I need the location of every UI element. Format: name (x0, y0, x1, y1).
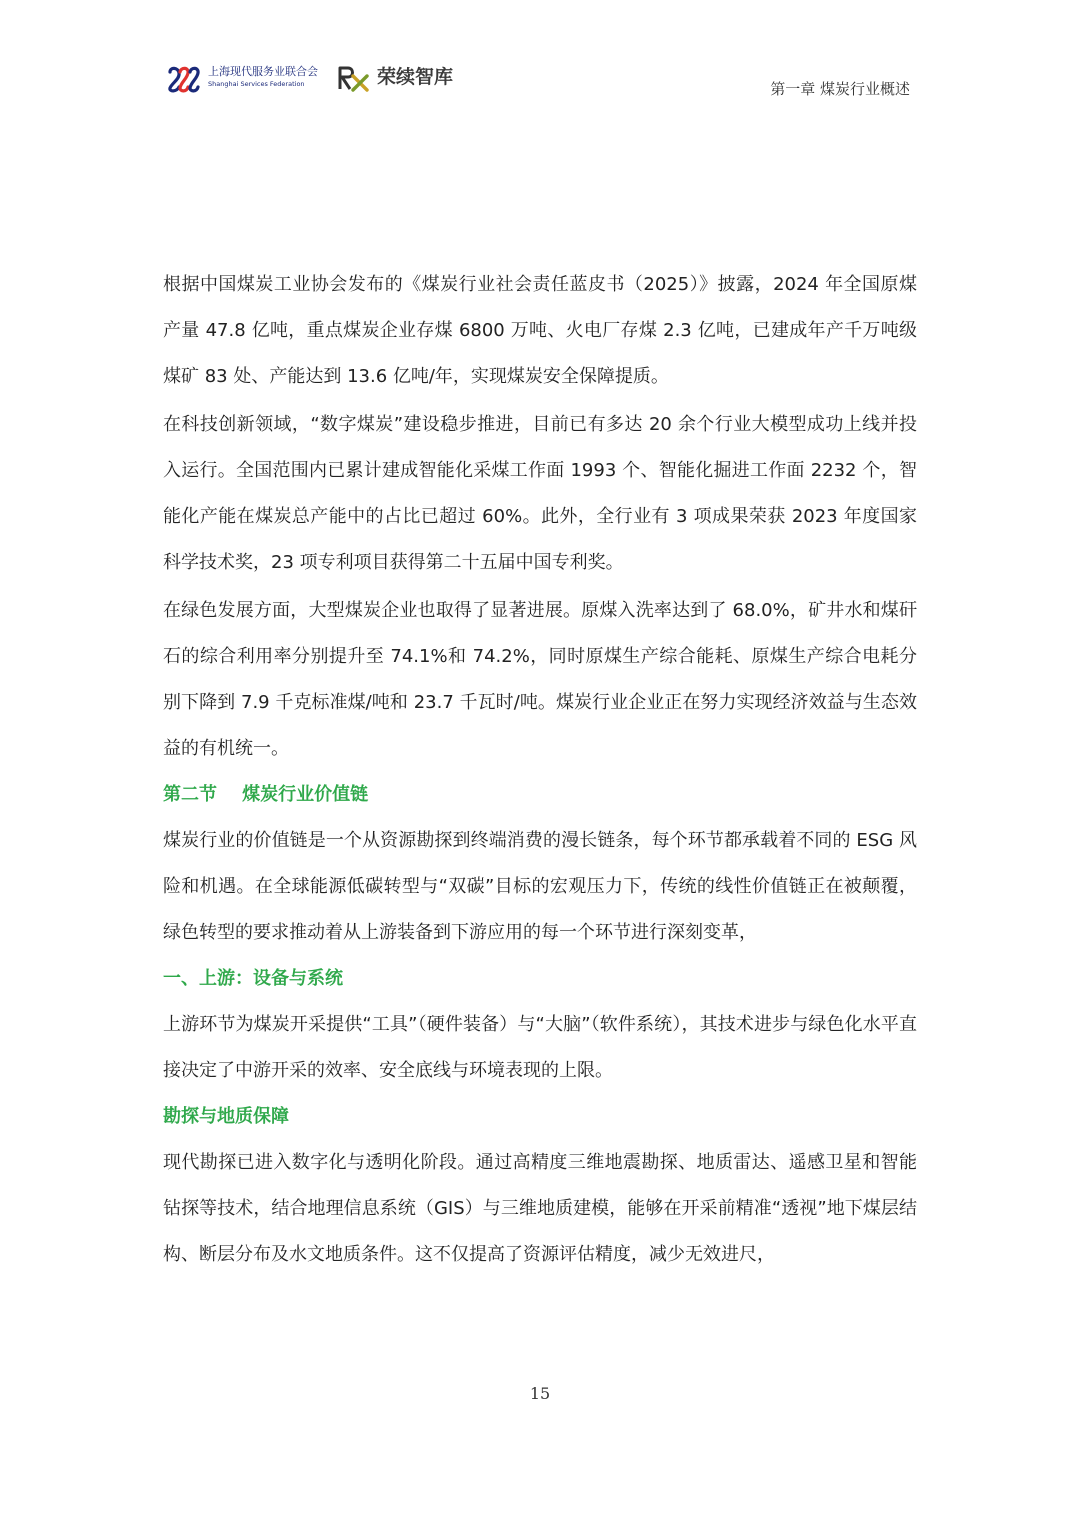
body-paragraph: 在科技创新领域，“数字煤炭”建设稳步推进，目前已有多达 20 余个行业大模型成功上线并投入运行。全国范围内已累计建成智能化采煤工作面 1993 个、智能化掘进工作面 2232 个，智能化产能在煤炭总产能中的占比已超过 60%。此外，全行业有 3 项成果荣获 2023 年度国家科学技术奖，23 项专利项目获得第二十五届中国专利奖。 (163, 414, 917, 573)
brand-name: 荣续智库 (377, 66, 454, 88)
body-paragraph: 根据中国煤炭工业协会发布的《煤炭行业社会责任蓝皮书（2025）》披露，2024 年全国原煤产量 47.8 亿吨，重点煤炭企业存煤 6800 万吨、火电厂存煤 2.3 亿吨，已建成年产千万吨级煤矿 83 处、产能达到 13.6 亿吨/年，实现煤炭安全保障提质。 (163, 274, 917, 387)
section-heading: 第二节 煤炭行业价值链 (163, 784, 369, 805)
subsection-text: 上游环节为煤炭开采提供“工具”（硬件装备）与“大脑”（软件系统），其技术进步与绿色化水平直接决定了中游开采的效率、安全底线与环境表现的上限。 (163, 1014, 917, 1081)
federation-logo-icon (166, 64, 204, 94)
subsection-heading: 一、上游：设备与系统 (163, 968, 343, 989)
subsubsection-heading: 勘探与地质保障 (163, 1106, 289, 1127)
subsubsection-text: 现代勘探已进入数字化与透明化阶段。通过高精度三维地震勘探、地质雷达、遥感卫星和智能钻探等技术，结合地理信息系统（GIS）与三维地质建模，能够在开采前精准“透视”地下煤层结构、断层分布及水文地质条件。这不仅提高了资源评估精度，减少无效进尺， (163, 1152, 917, 1265)
page-number: 15 (529, 1384, 551, 1403)
body-paragraph: 在绿色发展方面，大型煤炭企业也取得了显著进展。原煤入洗率达到了 68.0%，矿井水和煤矸石的综合利用率分别提升至 74.1%和 74.2%，同时原煤生产综合能耗、原煤生产综合电耗分别下降到 7.9 千克标准煤/吨和 23.7 千瓦时/吨。煤炭行业企业正在努力实现经济效益与生态效益的有机统一。 (163, 600, 917, 759)
org-name-cn: 上海现代服务业联合会 (208, 65, 318, 78)
section-intro: 煤炭行业的价值链是一个从资源勘探到终端消费的漫长链条，每个环节都承载着不同的 ESG 风险和机遇。在全球能源低碳转型与“双碳”目标的宏观压力下，传统的线性价值链正在被颠覆，绿色转型的要求推动着从上游装备到下游应用的每一个环节进行深刻变革， (163, 830, 917, 943)
org-name-en: Shanghai Services Federation (208, 80, 305, 88)
page-content (163, 262, 917, 1278)
chapter-title: 第一章 煤炭行业概述 (770, 80, 910, 98)
rx-logo-icon (337, 64, 373, 92)
page-header (0, 0, 1080, 110)
